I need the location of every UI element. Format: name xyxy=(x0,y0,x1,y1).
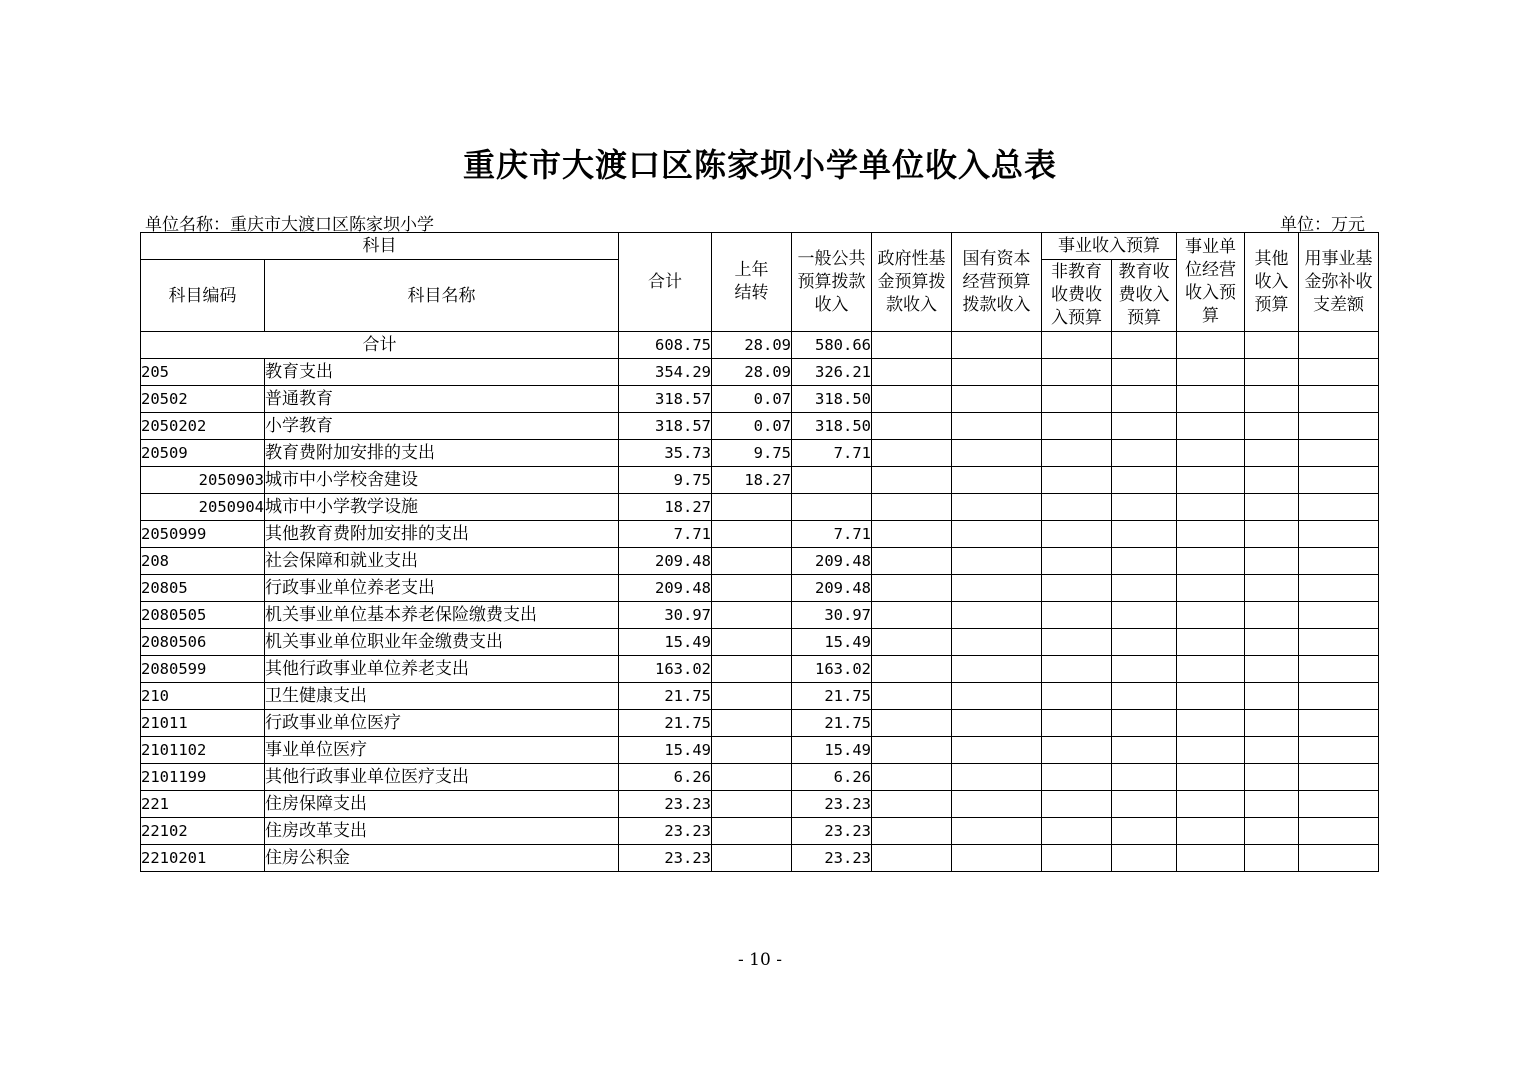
carryover-cell xyxy=(712,791,792,818)
carryover-cell xyxy=(712,521,792,548)
total-cell: 23.23 xyxy=(619,818,712,845)
header-other: 其他收入预算 xyxy=(1245,233,1299,332)
total-cell: 608.75 xyxy=(619,332,712,359)
code-cell: 2050903 xyxy=(141,467,265,494)
total-cell: 15.49 xyxy=(619,629,712,656)
code-cell: 20805 xyxy=(141,575,265,602)
code-cell: 2050999 xyxy=(141,521,265,548)
carryover-cell xyxy=(712,494,792,521)
code-cell: 20502 xyxy=(141,386,265,413)
carryover-cell: 28.09 xyxy=(712,332,792,359)
code-cell: 208 xyxy=(141,548,265,575)
table-row xyxy=(141,494,1379,521)
name-cell: 行政事业单位医疗 xyxy=(265,710,619,737)
carryover-cell xyxy=(712,683,792,710)
total-label: 合计 xyxy=(141,332,619,359)
carryover-cell: 0.07 xyxy=(712,386,792,413)
total-cell: 318.57 xyxy=(619,413,712,440)
header-name: 科目名称 xyxy=(265,260,619,332)
general-cell: 580.66 xyxy=(792,332,872,359)
unit-name: 单位名称：重庆市大渡口区陈家坝小学 xyxy=(145,215,434,235)
table-row xyxy=(141,359,1379,386)
name-cell: 机关事业单位基本养老保险缴费支出 xyxy=(265,602,619,629)
code-cell: 2101199 xyxy=(141,764,265,791)
general-cell: 318.50 xyxy=(792,413,872,440)
header-non-edu-fee: 非教育收费收入预算 xyxy=(1042,260,1112,332)
code-cell: 2080505 xyxy=(141,602,265,629)
general-cell: 23.23 xyxy=(792,845,872,872)
table-row xyxy=(141,791,1379,818)
table-row xyxy=(141,710,1379,737)
code-cell: 2080599 xyxy=(141,656,265,683)
general-cell: 30.97 xyxy=(792,602,872,629)
general-cell: 21.75 xyxy=(792,683,872,710)
carryover-cell xyxy=(712,845,792,872)
total-cell: 18.27 xyxy=(619,494,712,521)
general-cell: 209.48 xyxy=(792,575,872,602)
table-row xyxy=(141,683,1379,710)
name-cell: 社会保障和就业支出 xyxy=(265,548,619,575)
general-cell: 326.21 xyxy=(792,359,872,386)
carryover-cell: 18.27 xyxy=(712,467,792,494)
code-cell: 2080506 xyxy=(141,629,265,656)
header-total: 合计 xyxy=(619,233,712,332)
code-cell: 210 xyxy=(141,683,265,710)
carryover-cell xyxy=(712,710,792,737)
table-row xyxy=(141,467,1379,494)
table-row xyxy=(141,818,1379,845)
name-cell: 行政事业单位养老支出 xyxy=(265,575,619,602)
total-cell: 21.75 xyxy=(619,683,712,710)
carryover-cell xyxy=(712,737,792,764)
header-carryover: 上年结转 xyxy=(712,233,792,332)
carryover-cell: 28.09 xyxy=(712,359,792,386)
code-cell: 221 xyxy=(141,791,265,818)
general-cell: 209.48 xyxy=(792,548,872,575)
total-cell: 7.71 xyxy=(619,521,712,548)
table-row xyxy=(141,548,1379,575)
table-row xyxy=(141,386,1379,413)
name-cell: 住房公积金 xyxy=(265,845,619,872)
name-cell: 住房改革支出 xyxy=(265,818,619,845)
code-cell: 2050202 xyxy=(141,413,265,440)
header-subject: 科目 xyxy=(141,233,619,260)
table-row xyxy=(141,737,1379,764)
table-row xyxy=(141,656,1379,683)
carryover-cell: 9.75 xyxy=(712,440,792,467)
general-cell xyxy=(792,494,872,521)
carryover-cell xyxy=(712,548,792,575)
table-row xyxy=(141,602,1379,629)
code-cell: 22102 xyxy=(141,818,265,845)
page-number: - 10 - xyxy=(738,950,782,970)
name-cell: 卫生健康支出 xyxy=(265,683,619,710)
general-cell: 23.23 xyxy=(792,818,872,845)
header-fund-gap: 用事业基金弥补收支差额 xyxy=(1299,233,1379,332)
carryover-cell xyxy=(712,764,792,791)
name-cell: 住房保障支出 xyxy=(265,791,619,818)
header-state-capital: 国有资本经营预算拨款收入 xyxy=(952,233,1042,332)
code-cell: 2210201 xyxy=(141,845,265,872)
general-cell: 23.23 xyxy=(792,791,872,818)
header-general-budget: 一般公共预算拨款收入 xyxy=(792,233,872,332)
name-cell: 教育支出 xyxy=(265,359,619,386)
name-cell: 事业单位医疗 xyxy=(265,737,619,764)
code-cell: 2050904 xyxy=(141,494,265,521)
total-cell: 30.97 xyxy=(619,602,712,629)
table-row-total xyxy=(141,332,1379,359)
page-title: 重庆市大渡口区陈家坝小学单位收入总表 xyxy=(462,146,1057,184)
total-cell: 21.75 xyxy=(619,710,712,737)
carryover-cell xyxy=(712,656,792,683)
header-business-unit: 事业单位经营收入预算 xyxy=(1177,233,1245,332)
general-cell: 6.26 xyxy=(792,764,872,791)
table-row xyxy=(141,413,1379,440)
table-row xyxy=(141,629,1379,656)
total-cell: 23.23 xyxy=(619,845,712,872)
total-cell: 318.57 xyxy=(619,386,712,413)
name-cell: 教育费附加安排的支出 xyxy=(265,440,619,467)
name-cell: 机关事业单位职业年金缴费支出 xyxy=(265,629,619,656)
name-cell: 其他行政事业单位医疗支出 xyxy=(265,764,619,791)
total-cell: 6.26 xyxy=(619,764,712,791)
general-cell: 7.71 xyxy=(792,521,872,548)
carryover-cell xyxy=(712,575,792,602)
carryover-cell xyxy=(712,818,792,845)
total-cell: 163.02 xyxy=(619,656,712,683)
header-edu-fee: 教育收费收入预算 xyxy=(1112,260,1177,332)
general-cell: 21.75 xyxy=(792,710,872,737)
total-cell: 23.23 xyxy=(619,791,712,818)
total-cell: 9.75 xyxy=(619,467,712,494)
code-cell: 20509 xyxy=(141,440,265,467)
code-cell: 21011 xyxy=(141,710,265,737)
unit-label: 单位：万元 xyxy=(1280,215,1365,235)
name-cell: 城市中小学教学设施 xyxy=(265,494,619,521)
general-cell: 318.50 xyxy=(792,386,872,413)
name-cell: 普通教育 xyxy=(265,386,619,413)
general-cell: 15.49 xyxy=(792,737,872,764)
header-code: 科目编码 xyxy=(141,260,265,332)
name-cell: 小学教育 xyxy=(265,413,619,440)
code-cell: 2101102 xyxy=(141,737,265,764)
table-row xyxy=(141,575,1379,602)
total-cell: 15.49 xyxy=(619,737,712,764)
table-row xyxy=(141,521,1379,548)
name-cell: 城市中小学校舍建设 xyxy=(265,467,619,494)
general-cell: 15.49 xyxy=(792,629,872,656)
code-cell: 205 xyxy=(141,359,265,386)
name-cell: 其他教育费附加安排的支出 xyxy=(265,521,619,548)
total-cell: 209.48 xyxy=(619,548,712,575)
header-gov-fund: 政府性基金预算拨款收入 xyxy=(872,233,952,332)
carryover-cell: 0.07 xyxy=(712,413,792,440)
general-cell xyxy=(792,467,872,494)
carryover-cell xyxy=(712,629,792,656)
table-row xyxy=(141,440,1379,467)
header-business-income: 事业收入预算 xyxy=(1042,233,1177,260)
carryover-cell xyxy=(712,602,792,629)
name-cell: 其他行政事业单位养老支出 xyxy=(265,656,619,683)
total-cell: 35.73 xyxy=(619,440,712,467)
table-row xyxy=(141,845,1379,872)
general-cell: 163.02 xyxy=(792,656,872,683)
total-cell: 354.29 xyxy=(619,359,712,386)
total-cell: 209.48 xyxy=(619,575,712,602)
general-cell: 7.71 xyxy=(792,440,872,467)
table-row xyxy=(141,764,1379,791)
income-table xyxy=(140,232,1379,872)
